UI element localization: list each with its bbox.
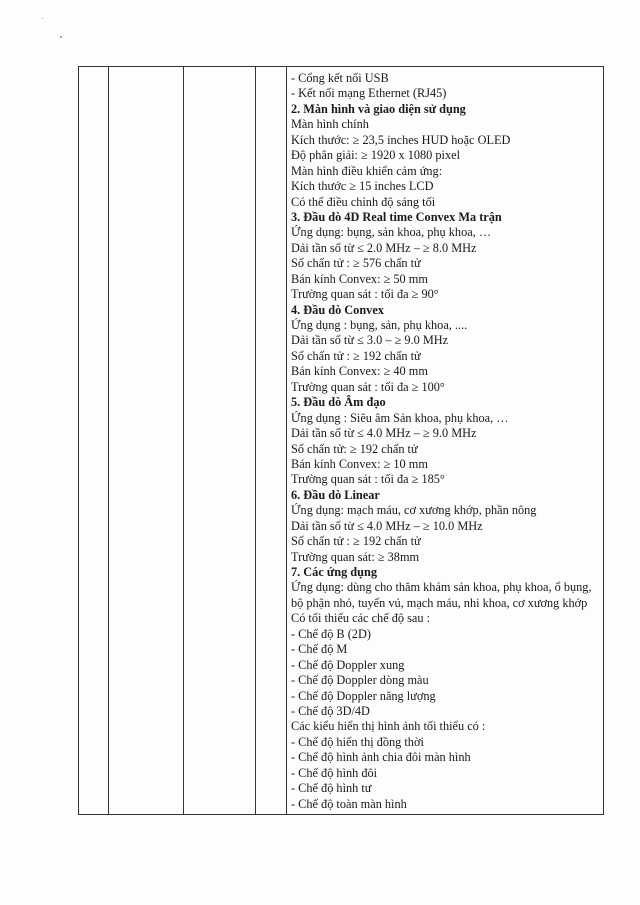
table-row — [79, 67, 604, 815]
spec-line: Ứng dụng: bụng, sản khoa, phụ khoa, … — [291, 225, 492, 240]
spec-line: Số chấn tử : ≥ 192 chấn tử — [291, 534, 421, 549]
spec-line: - Chế độ hình ảnh chia đôi màn hình — [291, 750, 471, 765]
section-heading: 4. Đầu dò Convex — [291, 302, 384, 317]
spec-line: Màn hình chính — [291, 117, 369, 132]
spec-line: - Cổng kết nối USB — [291, 71, 389, 85]
spec-line: - Chế độ toàn màn hình — [291, 796, 407, 811]
spec-table — [78, 66, 604, 815]
col-qty-cell — [256, 67, 287, 815]
spec-line: - Chế độ Doppler năng lượng — [291, 688, 436, 703]
col-index-cell — [79, 67, 109, 815]
spec-line: Kích thước ≥ 15 inches LCD — [291, 179, 434, 194]
spec-line: Có thể điều chỉnh độ sáng tối — [291, 194, 436, 209]
spec-line: Màn hình điều khiển cảm ứng: — [291, 163, 443, 178]
spec-line: Có tối thiểu các chế độ sau : — [291, 611, 430, 626]
spec-line: - Chế độ hiển thị đồng thời — [291, 734, 424, 749]
spec-line: Số chấn tử: ≥ 192 chấn tử — [291, 441, 418, 456]
spec-line: - Kết nối mạng Ethernet (RJ45) — [291, 86, 447, 101]
spec-line: Số chấn tử : ≥ 192 chấn tử — [291, 348, 421, 363]
spec-line: Độ phân giải: ≥ 1920 x 1080 pixel — [291, 148, 460, 163]
spec-line: Kích thước: ≥ 23,5 inches HUD hoặc OLED — [291, 132, 511, 147]
section-heading: 5. Đầu dò Âm đạo — [291, 395, 386, 410]
spec-line: Dải tần số từ ≤ 4.0 MHz – ≥ 9.0 MHz — [291, 426, 477, 441]
section-heading: 6. Đầu dò Linear — [291, 487, 380, 502]
spec-line: Ứng dụng : bụng, sản, phụ khoa, .... — [291, 318, 468, 332]
spec-line: Dải tần số từ ≤ 3.0 – ≥ 9.0 MHz — [291, 333, 449, 348]
spec-line: Số chấn tử : ≥ 576 chấn tử — [291, 256, 421, 271]
spec-line: Dải tần số từ ≤ 4.0 MHz – ≥ 10.0 MHz — [291, 518, 483, 533]
spec-line: - Chế độ B (2D) — [291, 626, 371, 641]
spec-line: Dải tần số từ ≤ 2.0 MHz – ≥ 8.0 MHz — [291, 240, 477, 255]
spec-line: - Chế độ M — [291, 642, 348, 657]
section-heading: 7. Các ứng dụng — [291, 565, 377, 579]
spec-line: Trường quan sát : tối đa ≥ 100° — [291, 379, 445, 394]
spec-line: Bán kính Convex: ≥ 10 mm — [291, 456, 428, 471]
spec-line: Trường quan sát : tối đa ≥ 90° — [291, 287, 439, 302]
section-heading: 2. Màn hình và giao diện sử dụng — [291, 101, 466, 116]
spec-line: Ứng dụng : Siêu âm Sản khoa, phụ khoa, … — [291, 410, 509, 425]
col-name-cell — [109, 67, 184, 815]
spec-line: Bán kính Convex: ≥ 40 mm — [291, 364, 428, 379]
spec-line: Các kiểu hiển thị hình ảnh tối thiểu có : — [291, 719, 486, 734]
spec-line: Ứng dụng: dùng cho thăm khám sản khoa, phụ khoa, ổ bụng, bộ phận nhỏ, tuyến vú, mạch máu, nhi khoa, cơ xương khớp — [291, 580, 592, 610]
spec-line: Trường quan sát : tối đa ≥ 185° — [291, 472, 445, 487]
scan-speck — [42, 18, 43, 19]
spec-line: - Chế độ hình tư — [291, 781, 372, 796]
col-unit-cell — [184, 67, 256, 815]
col-spec-cell — [287, 67, 604, 815]
spec-line: Bán kính Convex: ≥ 50 mm — [291, 271, 428, 286]
spec-line: - Chế độ Doppler xung — [291, 657, 405, 672]
spec-line: - Chế độ Doppler dòng màu — [291, 673, 429, 688]
spec-line: Ứng dụng: mạch máu, cơ xương khớp, phần nông — [291, 503, 537, 518]
spec-line: - Chế độ 3D/4D — [291, 703, 370, 718]
spec-line: Trường quan sát: ≥ 38mm — [291, 549, 420, 564]
spec-text — [287, 67, 603, 814]
scan-speck — [60, 36, 62, 38]
spec-line: - Chế độ hình đôi — [291, 765, 378, 780]
section-heading: 3. Đầu dò 4D Real time Convex Ma trận — [291, 209, 502, 224]
